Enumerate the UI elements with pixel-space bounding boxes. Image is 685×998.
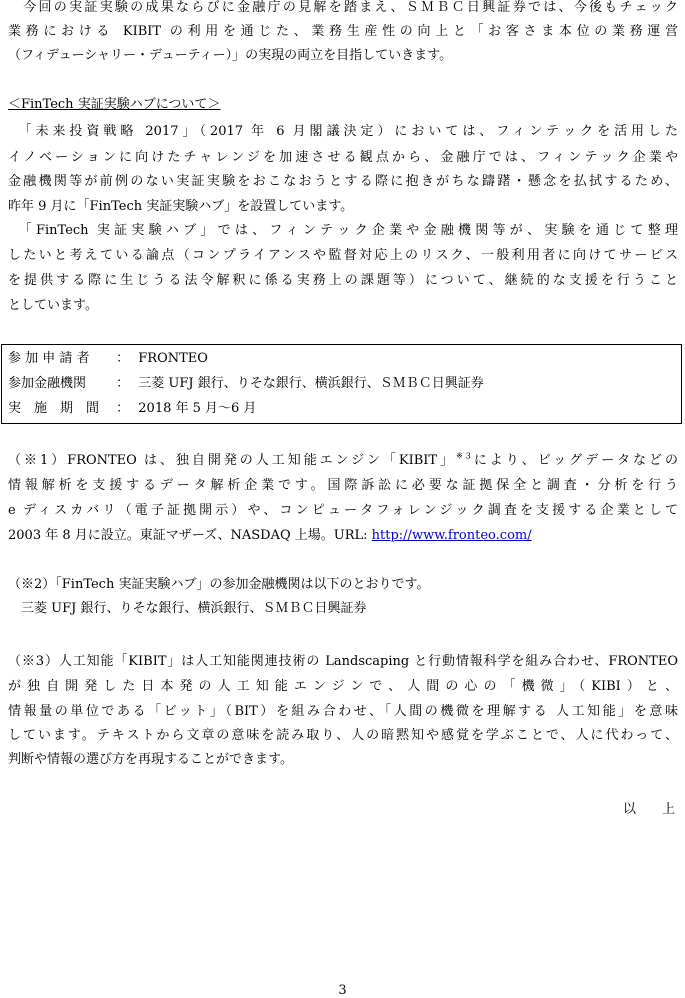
section-line-4: 昨年 9 月に「FinTech 実証実験ハブ」を設置しています。 [8,199,354,214]
fronteo-link[interactable]: http://www.fronteo.com/ [371,528,532,543]
info-sep: ： [116,351,130,366]
info-label: 参 加 申 請 者 [8,351,90,366]
note1-line-3: e ディスカバリ（電子証拠開示）や、コンピュータフォレンジック調査を支援する企業として [8,503,678,518]
info-sep: ： [116,376,130,391]
intro-line-1: 今回の実証実験の成果ならびに金融庁の見解を踏まえ、ＳＭＢＣ日興証券では、今後もチェック [8,0,678,15]
note1-line-4 [8,528,678,544]
section-line-8: としています。 [8,298,98,313]
section-line-3: 金融機関等が前例のない実証実験をおこなおうとする際に抱きがちな躊躇・懸念を払拭するため、 [8,174,678,189]
note1-line-2: 情報解析を支援するデータ解析企業です。国際訴訟に必要な証拠保全と調査・分析を行う [8,478,678,493]
page-number: 3 [338,983,347,998]
note1-text-pre: （※1）FRONTEO は、独自開発の人工知能エンジン「KIBIT」 [8,453,457,468]
info-label: 参加金融機関 [8,376,87,391]
note2-line-1: （※2）「FinTech 実証実験ハブ」の参加金融機関は以下のとおりです。 [8,577,430,592]
note3-line-3: 情報量の単位である「ビット」（BIT）を組み合わせ、「人間の機微を理解する 人工知能」を意味 [8,704,678,719]
note1-text: 2003 年 8 月に設立。東証マザーズ、NASDAQ 上場。URL: [8,528,372,543]
section-heading: ＜FinTech 実証実験ハブについて＞ [8,97,221,112]
section-line-1: 「未来投資戦略 2017」（2017 年 6 月閣議決定）においては、フィンテックを活用した [8,124,678,139]
footnote-ref: ※3 [456,451,471,461]
info-row-institutions [8,376,678,392]
section-line-7: を提供する際に生じうる法令解釈に係る実務上の課題等）について、継続的な支援を行うこと [8,273,678,288]
intro-line-3: （フィデューシャリー・デューティー）」の実現の両立を目指していきます。 [8,48,453,63]
note3-line-1: （※3）人工知能「KIBIT」は人工知能関連技術の Landscaping と行動情報科学を組み合わせ、FRONTEO [8,654,678,669]
intro-line-2: 業務における KIBIT の利用を通じた、業務生産性の向上と「お客さま本位の業務運営 [8,24,678,39]
note3-line-5: 判断や情報の選び方を再現することができます。 [8,752,293,767]
note2-line-2: 三菱 UFJ 銀行、りそな銀行、横浜銀行、ＳＭＢＣ日興証券 [8,601,367,616]
info-value: FRONTEO [138,351,208,366]
info-label: 実 施 期 間 [8,401,100,416]
note1-text-post: により、ビッグデータなどの [470,453,679,468]
info-value: 三菱 UFJ 銀行、りそな銀行、横浜銀行、ＳＭＢＣ日興証券 [138,376,484,391]
note3-line-2: が独自開発した日本発の人工知能エンジンで、人間の心の「機微」（KIBI）と、 [8,679,678,694]
note1-line-1 [8,453,678,469]
info-sep: ： [116,401,130,416]
section-line-2: イノベーションに向けたチャレンジを加速させる観点から、金融庁では、フィンテック企業や [8,150,678,165]
section-line-5: 「FinTech 実証実験ハブ」では、フィンテック企業や金融機関等が、実験を通じて整理 [8,223,678,238]
note3-line-4: しています。テキストから文章の意味を読み取り、人の暗黙知や感覚を学ぶことで、人に代わって、 [8,728,678,743]
info-value: 2018 年 5 月～6 月 [138,401,257,416]
info-row-period [8,401,678,417]
closing-mark: 以 上 [622,802,675,817]
section-line-6: したいと考えている論点（コンプライアンスや監督対応上のリスク、一般利用者に向けてサービス [8,248,678,263]
info-row-applicant [8,351,678,367]
